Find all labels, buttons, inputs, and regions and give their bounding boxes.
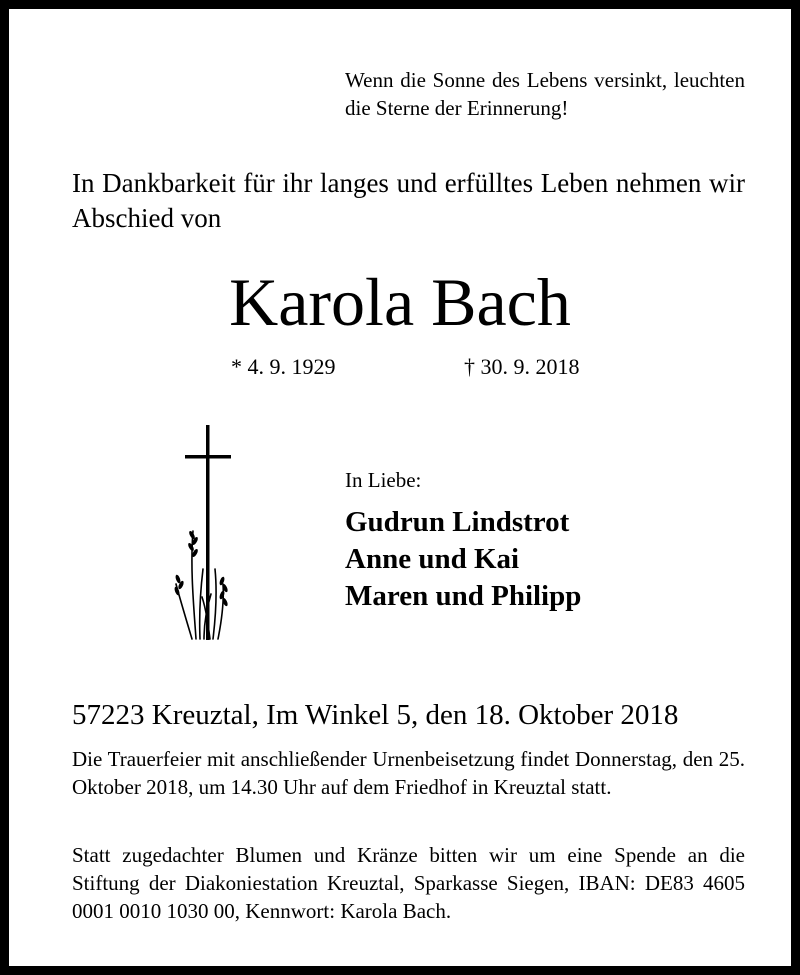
mourner-name: Anne und Kai bbox=[345, 543, 520, 575]
death-date: † 30. 9. 2018 bbox=[464, 354, 580, 379]
mourners-list bbox=[345, 504, 581, 615]
in-love-label: In Liebe: bbox=[345, 468, 422, 492]
intro-text: In Dankbarkeit für ihr langes und erfülltes Leben nehmen wir Abschied von bbox=[72, 168, 745, 233]
deceased-name: Karola Bach bbox=[229, 264, 571, 340]
mourner-name: Gudrun Lindstrot bbox=[345, 506, 570, 538]
cross-with-grass-icon bbox=[166, 419, 236, 649]
birth-date: * 4. 9. 1929 bbox=[231, 354, 336, 379]
funeral-info: Die Trauerfeier mit anschließender Urnenbeisetzung findet Donnerstag, den 25. Oktober 2018, um 14.30 Uhr auf dem Friedhof in Kreuztal statt. bbox=[72, 747, 745, 799]
mourner-name: Maren und Philipp bbox=[345, 580, 582, 612]
donation-info: Statt zugedachter Blumen und Kränze bitten wir um eine Spende an die Stiftung der Diakoniestation Kreuztal, Sparkasse Siegen, IBAN: DE83 4605 0001 0010 1030 00, Kennwort: Karola Bach. bbox=[72, 843, 745, 923]
place-and-date: 57223 Kreuztal, Im Winkel 5, den 18. Oktober 2018 bbox=[72, 699, 679, 731]
motto-verse: Wenn die Sonne des Lebens versinkt, leuchten die Sterne der Erinnerung! bbox=[345, 68, 745, 120]
